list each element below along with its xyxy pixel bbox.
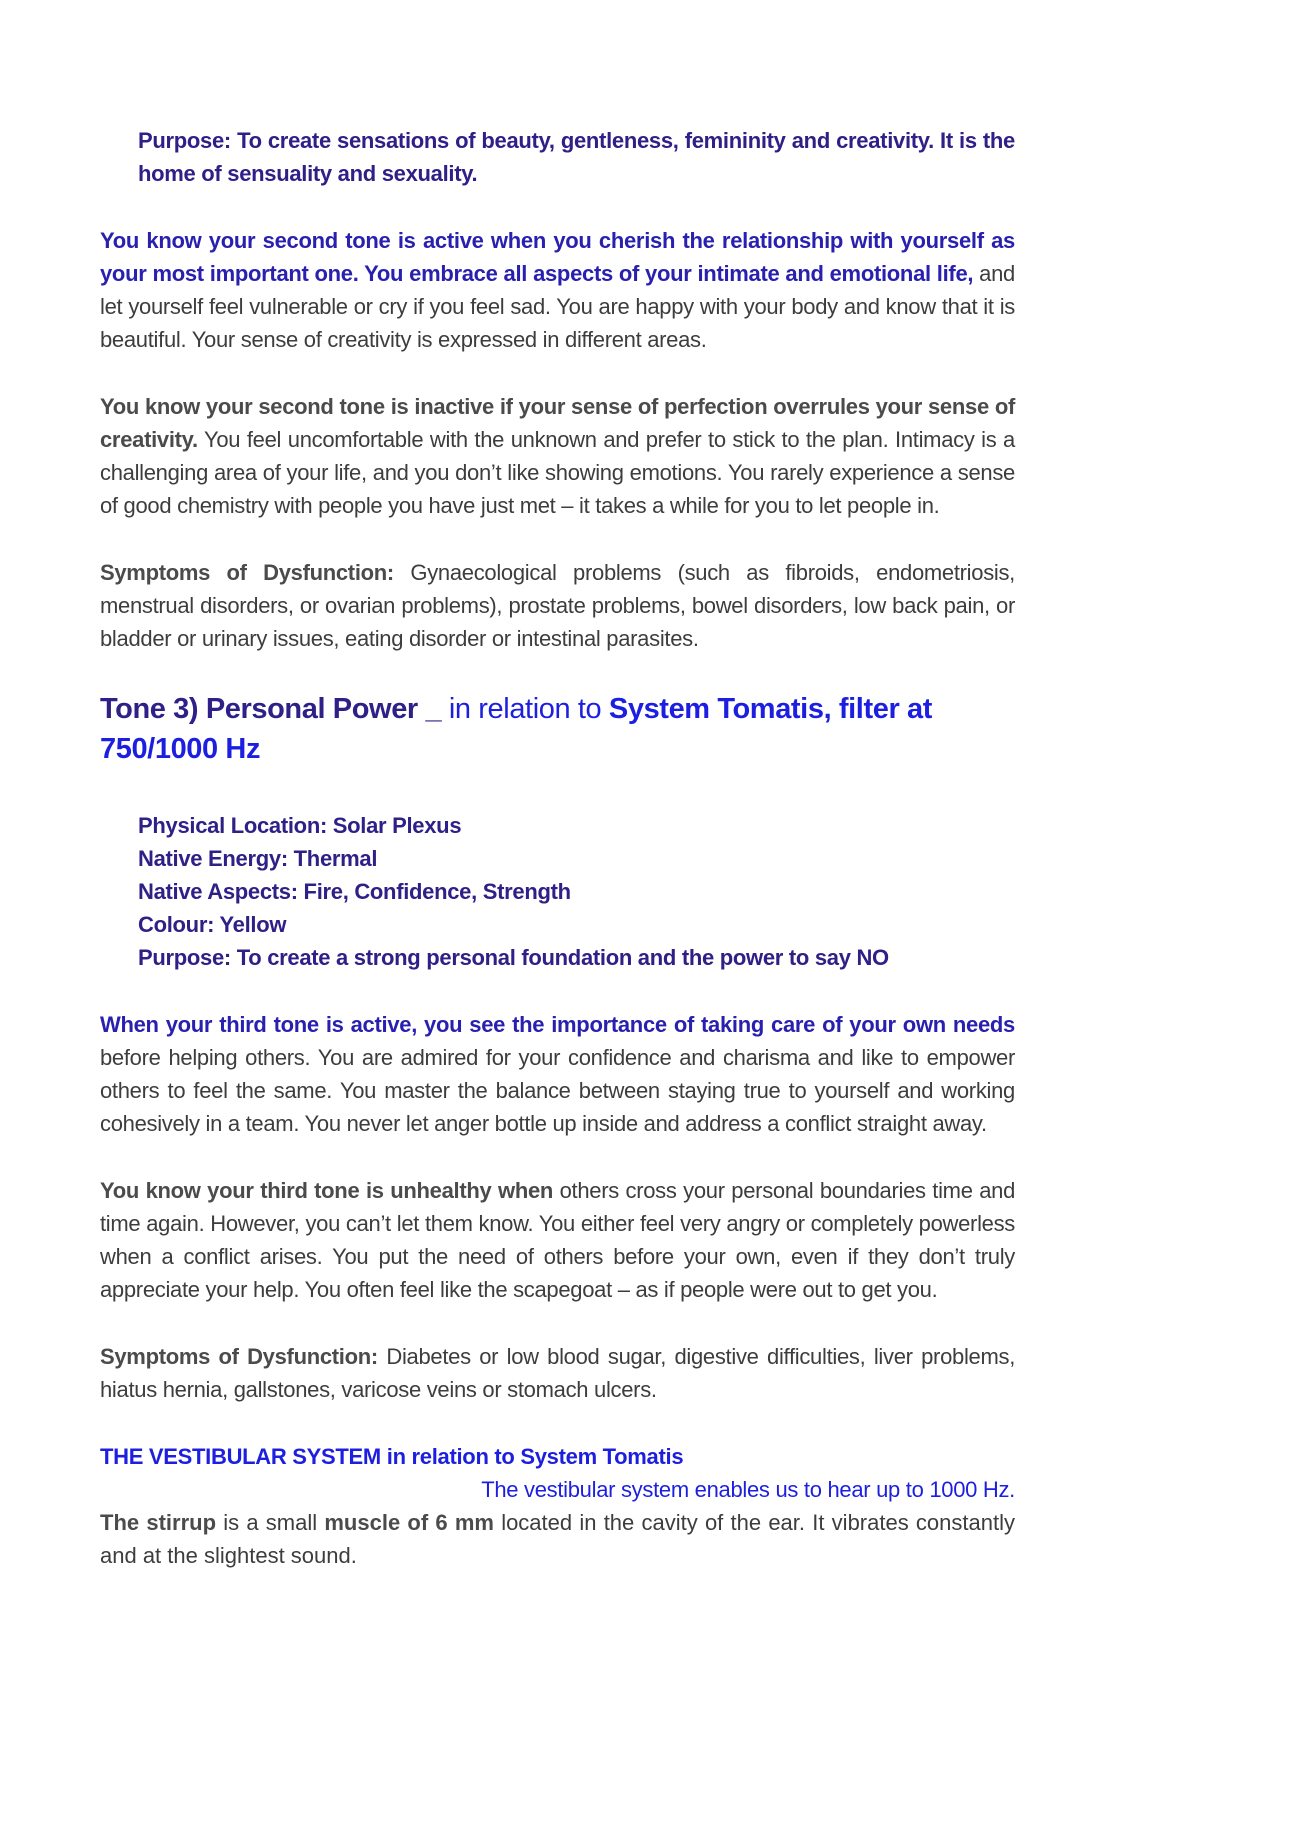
tone3-unhealthy-paragraph	[100, 1174, 1015, 1306]
document-body	[100, 124, 1015, 1572]
tone3-property-native-energy: Native Energy: Thermal	[138, 846, 378, 871]
tone2-active-rest: and let yourself feel vulnerable or cry if you feel sad. You are happy with your body and know that it is beautiful. Your sense of creativity is expressed in different areas.	[100, 261, 1015, 352]
vestibular-section	[100, 1440, 1015, 1572]
stirrup-paragraph	[100, 1506, 1015, 1572]
tone3-heading-connector: in relation to	[441, 693, 609, 725]
tone3-properties-list	[138, 809, 1015, 974]
tone3-heading	[100, 689, 1015, 769]
stirrup-regular-1: is a small	[216, 1510, 325, 1535]
tone2-active-paragraph	[100, 224, 1015, 356]
vestibular-heading: THE VESTIBULAR SYSTEM in relation to System Tomatis	[100, 1444, 684, 1469]
vestibular-intro-line: The vestibular system enables us to hear up to 1000 Hz.	[481, 1477, 1015, 1502]
tone3-unhealthy-rest: others cross your personal boundaries time and time again. However, you can’t let them know. You either feel very angry or completely powerless when a conflict arises. You put the need of others before your own, even if they don’t truly appreciate your help. You often feel like the scapegoat – as if people were out to get you.	[100, 1178, 1015, 1302]
tone3-heading-title: Tone 3) Personal Power _	[100, 693, 442, 725]
tone2-inactive-rest: You feel uncomfortable with the unknown and prefer to stick to the plan. Intimacy is a challenging area of your life, and you don’t like showing emotions. You rarely experience a sense of good chemistry with people you have just met – it takes a while for you to let people in.	[100, 427, 1015, 518]
tone2-symptoms-text: Gynaecological problems (such as fibroids, endometriosis, menstrual disorders, or ovarian problems), prostate problems, bowel disorders, low back pain, or bladder or urinary issues, eating disorder or intestinal parasites.	[100, 560, 1015, 651]
tone2-symptoms-label: Symptoms of Dysfunction:	[100, 560, 394, 585]
tone3-symptoms-paragraph	[100, 1340, 1015, 1406]
tone3-property-physical-location: Physical Location: Solar Plexus	[138, 813, 462, 838]
tone3-heading-system: System Tomatis, filter at 750/1000 Hz	[100, 693, 932, 765]
tone3-property-purpose: Purpose: To create a strong personal foundation and the power to say NO	[138, 945, 889, 970]
tone3-symptoms-label: Symptoms of Dysfunction:	[100, 1344, 378, 1369]
tone2-active-lead: You know your second tone is active when you cherish the relationship with yourself as your most important one. You embrace all aspects of your intimate and emotional life,	[100, 228, 1015, 286]
tone2-inactive-paragraph	[100, 390, 1015, 522]
tone2-purpose-text: Purpose: To create sensations of beauty, gentleness, femininity and creativity. It is the home of sensuality and sexuality.	[138, 128, 1015, 186]
tone2-inactive-lead: You know your second tone is inactive if your sense of perfection overrules your sense of creativity.	[100, 394, 1015, 452]
tone3-property-native-aspects: Native Aspects: Fire, Confidence, Strength	[138, 879, 571, 904]
tone3-active-paragraph	[100, 1008, 1015, 1140]
tone3-property-colour: Colour: Yellow	[138, 912, 287, 937]
tone3-active-rest: before helping others. You are admired for your confidence and charisma and like to empower others to feel the same. You master the balance between staying true to yourself and working cohesively in a team. You never let anger bottle up inside and address a conflict straight away.	[100, 1045, 1015, 1136]
tone3-active-lead: When your third tone is active, you see the importance of taking care of your own needs	[100, 1012, 1015, 1037]
stirrup-bold-2: muscle of 6 mm	[324, 1510, 494, 1535]
stirrup-regular-2: located in the cavity of the ear. It vibrates constantly and at the slightest sound.	[100, 1510, 1015, 1568]
tone2-purpose-paragraph	[138, 124, 1015, 190]
stirrup-bold-1: The stirrup	[100, 1510, 217, 1535]
tone3-unhealthy-lead: You know your third tone is unhealthy when	[100, 1178, 554, 1203]
tone3-symptoms-text: Diabetes or low blood sugar, digestive difficulties, liver problems, hiatus hernia, gallstones, varicose veins or stomach ulcers.	[100, 1344, 1016, 1402]
tone2-symptoms-paragraph	[100, 556, 1015, 655]
